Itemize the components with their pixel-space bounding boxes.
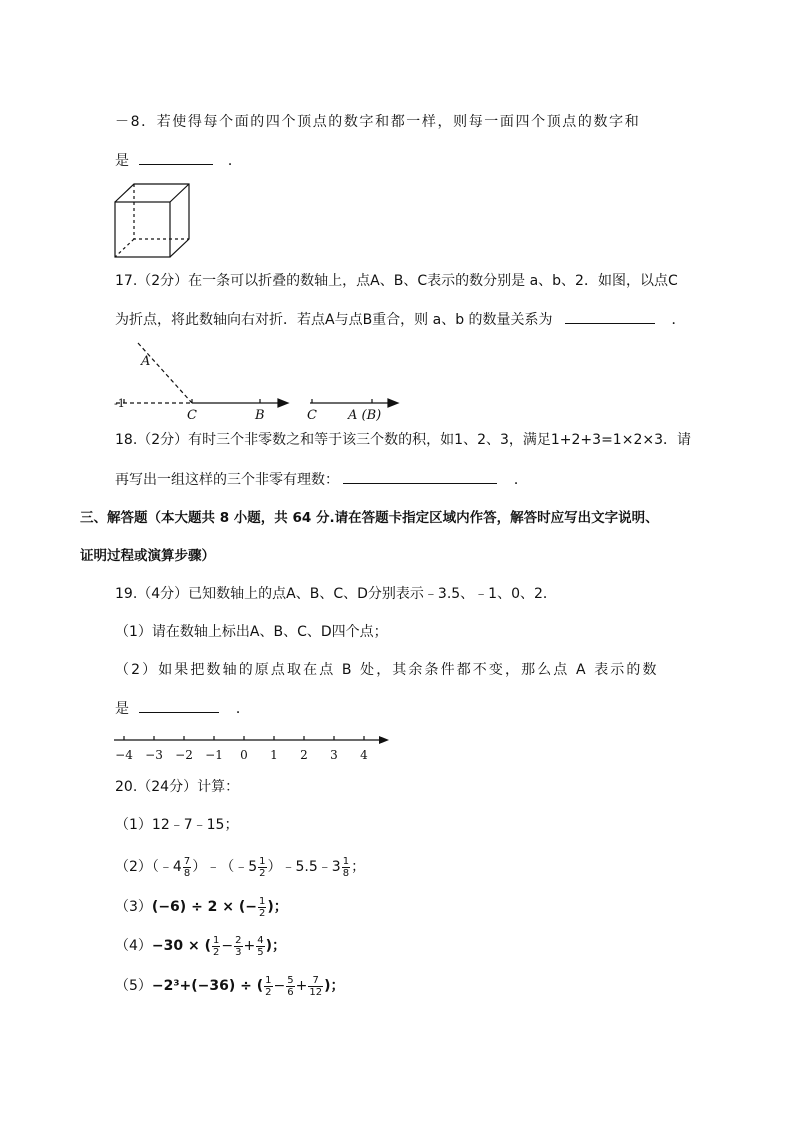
q20-part5-expr: −2³+(−36) ÷ ( (151, 978, 264, 994)
section3-heading-line1: 三、解答题（本大题共 8 小题，共 64 分.请在答题卡指定区域内作答，解答时应写出文字说明、 (80, 510, 659, 526)
frac-den: 2 (259, 907, 266, 919)
q16-prefix: 是 (115, 153, 129, 169)
number-line-tick-label: −2 (175, 748, 193, 762)
frac-7-12 (308, 975, 323, 998)
q20-part4-end: )； (265, 938, 287, 954)
frac-7-8 (183, 856, 191, 879)
frac-1-2 (258, 856, 266, 879)
q19-number-line (112, 730, 392, 766)
frac-den: 3 (235, 946, 242, 958)
axis-arrow-1 (278, 399, 288, 407)
q19-text-line1: 19.（4分）已知数轴上的点A、B、C、D分别表示﹣3.5、﹣1、0、2． (115, 586, 557, 602)
q20-part5 (115, 972, 345, 1000)
folded-dashed-segment (138, 343, 192, 403)
q20-part2-end: ； (351, 859, 366, 875)
q18-prefix: 再写出一组这样的三个非零有理数： (115, 472, 339, 488)
cube-top-right-edge (170, 184, 189, 202)
q20-part4-op1: − (221, 938, 234, 954)
number-line-tick-label: −1 (205, 748, 223, 762)
q20-part2 (115, 853, 365, 881)
q16-answer-blank (139, 150, 213, 165)
q20-part3-sign: − (245, 899, 258, 915)
frac-den: 2 (265, 986, 272, 998)
label-neg1: -1 (114, 397, 125, 410)
q18-text-line2 (115, 469, 528, 490)
frac-num: 5 (287, 974, 294, 986)
q18-text-line1: 18.（2分）有时三个非零数之和等于该三个数的积，如1、2、3，满足1+2+3=1×2×3．请 (115, 432, 691, 448)
q20-part4 (115, 932, 286, 960)
frac-num: 1 (265, 974, 272, 986)
q20-part4-op2: + (243, 938, 256, 954)
frac-num: 7 (308, 975, 323, 987)
q20-part4-label: （4） (115, 938, 152, 954)
q20-part5-end: )； (324, 978, 345, 994)
q16-text-line1: －8．若使得每个面的四个顶点的数字和都一样，则每一面四个顶点的数字和 (115, 114, 641, 130)
number-line-tick-label: 1 (270, 748, 278, 762)
q19-prefix: 是 (115, 701, 129, 717)
q16-suffix: ． (227, 153, 242, 169)
frac-2-3 (234, 935, 242, 958)
q20-part2-mid1: ）﹣（﹣5 (192, 859, 258, 875)
q20-part5-label: （5） (115, 978, 152, 994)
q20-part2-label: （2） (115, 859, 152, 875)
q16-text-line2 (115, 150, 242, 171)
q18-suffix: ． (513, 472, 528, 488)
label-c2: C (307, 408, 317, 423)
fold-number-line-figure (110, 335, 410, 425)
axis-arrow-2 (388, 399, 398, 407)
section3-heading-line2: 证明过程或演算步骤） (80, 548, 215, 564)
q20-part3-expr: (−6) ÷ 2 × ( (151, 899, 246, 915)
frac-den: 2 (259, 867, 266, 879)
frac-num: 4 (257, 934, 264, 946)
cube-hidden-diagonal (115, 239, 134, 257)
frac-num: 7 (183, 855, 191, 867)
q20-part5-op2: + (295, 978, 308, 994)
q20-part4-expr: −30 × ( (151, 938, 212, 954)
number-line-tick-label: 3 (330, 748, 338, 762)
q17-answer-blank (565, 309, 655, 324)
q19-suffix: ． (235, 701, 250, 717)
number-line-tick-label: −3 (145, 748, 163, 762)
q17-text-line2 (115, 309, 685, 330)
number-line-tick-label: 2 (300, 748, 308, 762)
frac-den: 8 (342, 867, 350, 879)
q20-title: 20.（24分）计算： (115, 779, 240, 795)
q19-part1: （1）请在数轴上标出A、B、C、D四个点； (115, 624, 388, 640)
number-line-arrow (379, 736, 389, 744)
number-line-tick-label: 4 (360, 748, 368, 762)
q17-prefix: 为折点，将此数轴向右对折．若点A与点B重合，则 a、b 的数量关系为 (115, 312, 553, 328)
q19-part2-line1: （2）如果把数轴的原点取在点 B 处，其余条件都不变，那么点 A 表示的数 (115, 662, 659, 678)
q19-part2-line2 (115, 698, 250, 719)
label-a: A (141, 354, 151, 369)
q20-part1: （1）12﹣7﹣15； (115, 817, 239, 833)
frac-num: 1 (259, 895, 266, 907)
q18-answer-blank (343, 469, 497, 484)
frac-1-2 (258, 896, 266, 919)
cube-figure (113, 182, 193, 260)
label-b: B (255, 408, 265, 423)
q17-suffix: ． (671, 312, 686, 328)
frac-1-8 (342, 856, 350, 879)
q20-part2-mid2: ）﹣5.5﹣3 (267, 859, 341, 875)
frac-den: 6 (287, 986, 294, 998)
frac-den: 8 (183, 867, 191, 879)
frac-den: 5 (257, 946, 264, 958)
frac-num: 1 (259, 855, 266, 867)
q20-part3-end: )； (267, 899, 288, 915)
frac-den: 2 (213, 946, 220, 958)
label-c: C (187, 408, 197, 423)
frac-num: 1 (213, 934, 220, 946)
q17-text-line1: 17.（2分）在一条可以折叠的数轴上，点A、B、C表示的数分别是 a、b、2．如图，以点C (115, 273, 678, 289)
q19-answer-blank (139, 698, 219, 713)
number-line-tick-label: −4 (115, 748, 133, 762)
frac-num: 1 (342, 855, 350, 867)
q20-part3-label: （3） (115, 899, 152, 915)
q20-part5-op1: − (273, 978, 286, 994)
q20-part3 (115, 893, 288, 921)
frac-1-2 (212, 935, 220, 958)
frac-4-5 (256, 935, 264, 958)
frac-1-2 (264, 975, 272, 998)
frac-den: 12 (309, 986, 323, 998)
frac-num: 2 (235, 934, 242, 946)
number-line-tick-label: 0 (240, 748, 248, 762)
frac-5-6 (286, 975, 294, 998)
label-ab: A (B) (348, 408, 382, 423)
q20-part2-open: （﹣4 (151, 859, 182, 875)
